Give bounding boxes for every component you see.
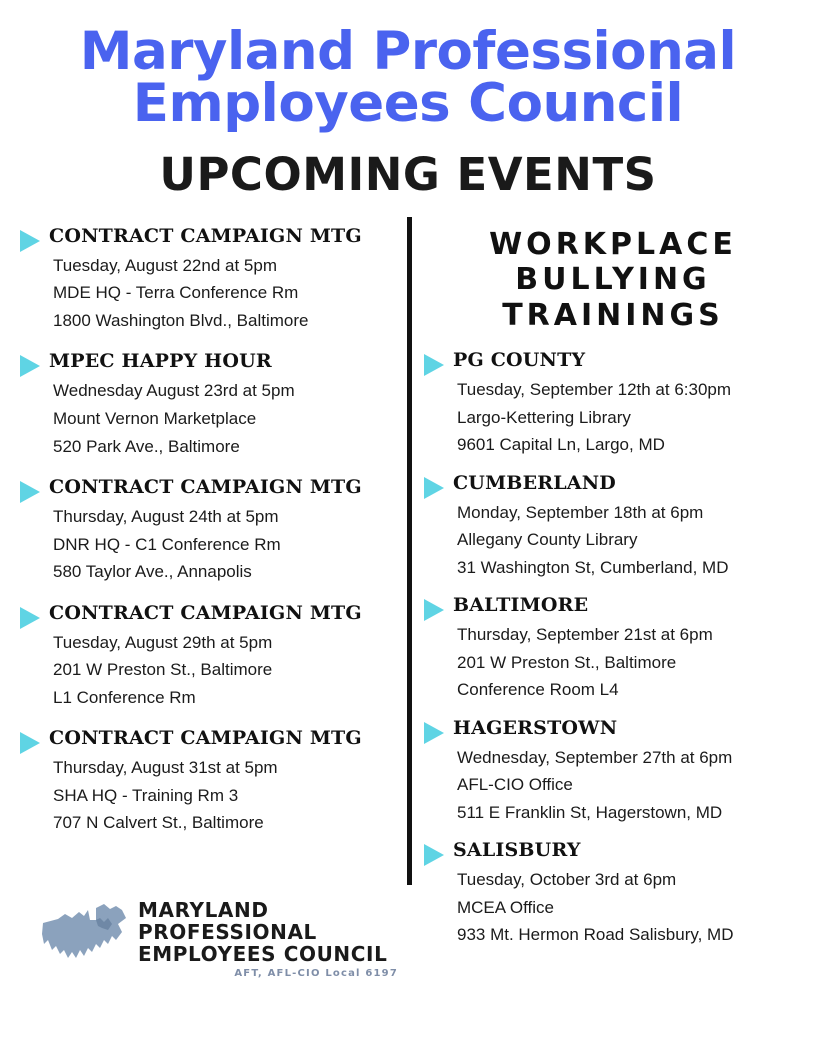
event-line: SHA HQ - Training Rm 3 [53,785,239,805]
list-item [20,350,400,460]
event-line: DNR HQ - C1 Conference Rm [53,534,281,554]
event-title: MPEC HAPPY HOUR [49,350,272,373]
event-title: PG COUNTY [452,349,586,372]
triangle-right-icon [20,230,40,252]
event-line: Thursday, August 24th at 5pm [53,507,279,527]
event-line: Monday, September 18th at 6pm [456,502,704,522]
event-line: Wednesday August 23rd at 5pm [53,381,295,401]
event-line: 511 E Franklin St, Hagerstown, MD [456,802,723,822]
header [0,0,816,201]
triangle-right-icon [424,354,444,376]
event-line: 201 W Preston St., Baltimore [456,652,677,672]
event-line: Tuesday, September 12th at 6:30pm [456,380,732,400]
organization-title-line2: Employees Council [132,72,684,134]
triangle-right-icon [424,477,444,499]
triangle-right-icon [20,481,40,503]
event-details [453,839,802,949]
event-line: Tuesday, August 29th at 5pm [53,632,273,652]
event-line: MCEA Office [456,897,554,917]
event-title: HAGERSTOWN [452,716,618,739]
event-line: 31 Washington St, Cumberland, MD [456,557,729,577]
event-line: Tuesday, October 3rd at 6pm [456,870,677,890]
list-item [424,594,802,704]
logo-line1: MARYLAND PROFESSIONAL [138,898,317,944]
list-item [424,717,802,827]
list-item [20,602,400,712]
column-divider [407,217,412,885]
event-line: Allegany County Library [456,530,638,550]
list-item [20,727,400,837]
event-line: L1 Conference Rm [53,687,196,707]
triangle-right-icon [20,732,40,754]
event-details [49,225,400,335]
right-column [400,225,802,962]
list-item [424,839,802,949]
event-line: Wednesday, September 27th at 6pm [456,747,733,767]
event-details [49,350,400,460]
event-line: 1800 Washington Blvd., Baltimore [53,310,309,330]
event-details [453,472,802,582]
event-line: Thursday, September 21st at 6pm [456,625,713,645]
event-line: AFL-CIO Office [456,775,573,795]
event-title: CONTRACT CAMPAIGN MTG [49,476,362,499]
event-line: Conference Room L4 [456,680,619,700]
event-title: CONTRACT CAMPAIGN MTG [49,601,362,624]
event-line: 520 Park Ave., Baltimore [53,436,240,456]
event-details [453,349,802,459]
event-title: CUMBERLAND [452,471,616,494]
event-line: 580 Taylor Ave., Annapolis [53,562,252,582]
list-item [424,349,802,459]
event-line: 201 W Preston St., Baltimore [53,660,273,680]
logo-line3: AFT, AFL-CIO Local 6197 [234,968,398,980]
organization-logo [38,900,398,980]
event-line: Mount Vernon Marketplace [53,409,257,428]
organization-title-line1: Maryland Professional [79,21,737,82]
left-column [14,225,400,962]
event-title: BALTIMORE [452,594,589,617]
page-title: UPCOMING EVENTS [159,147,657,201]
event-line: 933 Mt. Hermon Road Salisbury, MD [456,925,734,945]
triangle-right-icon [424,599,444,621]
maryland-map-icon [38,900,130,979]
event-line: Thursday, August 31st at 5pm [53,758,278,778]
event-title: CONTRACT CAMPAIGN MTG [49,224,362,247]
event-line: 9601 Capital Ln, Largo, MD [456,435,665,455]
list-item [20,225,400,335]
event-details [49,727,400,837]
organization-title [0,21,816,134]
triangle-right-icon [20,607,40,629]
event-title: CONTRACT CAMPAIGN MTG [49,727,362,750]
event-details [453,594,802,704]
event-details [453,717,802,827]
list-item [424,472,802,582]
content-columns [0,225,816,962]
event-line: 707 N Calvert St., Baltimore [53,813,264,833]
triangle-right-icon [424,844,444,866]
event-line: Tuesday, August 22nd at 5pm [53,255,277,275]
section-heading-bullying-trainings: WORKPLACE BULLYING TRAININGS [489,226,737,333]
logo-text [138,900,398,980]
logo-line2: EMPLOYEES COUNCIL [138,941,388,966]
triangle-right-icon [424,722,444,744]
event-details [49,602,400,712]
event-details [49,476,400,586]
list-item [20,476,400,586]
event-title: SALISBURY [452,839,581,862]
event-line: Largo-Kettering Library [456,407,631,427]
triangle-right-icon [20,355,40,377]
event-line: MDE HQ - Terra Conference Rm [53,283,299,303]
